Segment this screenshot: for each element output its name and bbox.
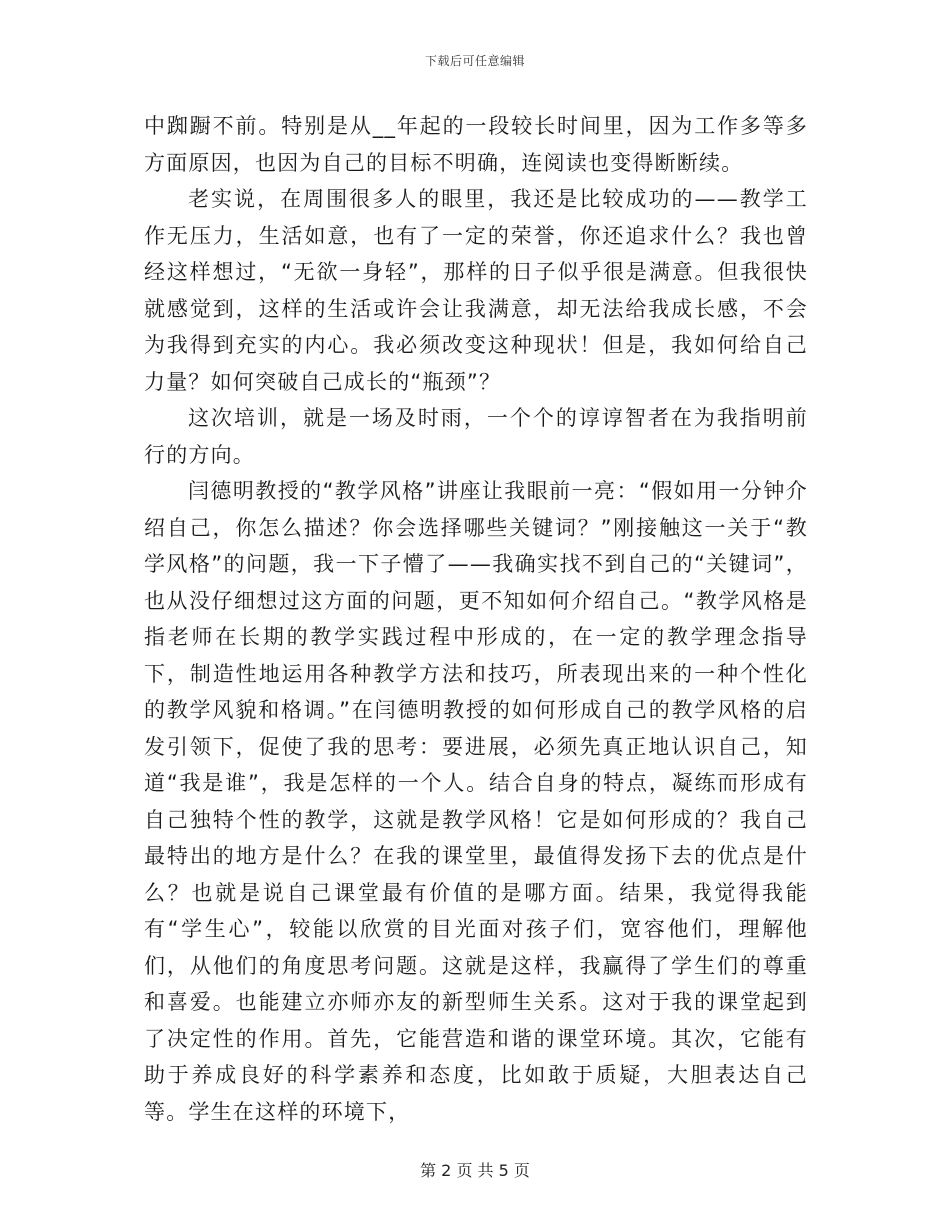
paragraph-continuation: 中踟蹰不前。特别是从__年起的一段较长时间里，因为工作多等多方面原因，也因为自己的目标不明确，连阅读也变得断断续。 xyxy=(144,114,808,175)
page-number: 第 2 页 共 5 页 xyxy=(420,1161,530,1180)
page-header: 下载后可任意编辑 xyxy=(424,54,525,68)
paragraph-honesty: 老实说，在周围很多人的眼里，我还是比较成功的——教学工作无压力，生活如意，也有了一定的荣誉，你还追求什么？我也曾经这样想过，“无欲一身轻”，那样的日子似乎很是满意。但我很快就感觉到，这样的生活或许会让我满意，却无法给我成长感，不会为我得到充实的内心。我必须改变这种现状！但是，我如何给自己力量？如何突破自己成长的“瓶颈”？ xyxy=(144,187,808,394)
paragraph-teaching-style: 闫德明教授的“教学风格”讲座让我眼前一亮：“假如用一分钟介绍自己，你怎么描述？你会选择哪些关键词？”刚接触这一关于“教学风格”的问题，我一下子懵了——我确实找不到自己的“关键词”，也从没仔细想过这方面的问题，更不知如何介绍自己。“教学风格是指老师在长期的教学实践过程中形成的，在一定的教学理念指导下，制造性地运用各种教学方法和技巧，所表现出来的一种个性化的教学风貌和格调。”在闫德明教授的如何形成自己的教学风格的启发引领下，促使了我的思考：要进展，必须先真正地认识自己，知道“我是谁”，我是怎样的一个人。结合自身的特点，凝练而形成有自己独特个性的教学，这就是教学风格！它是如何形成的？我自己最特出的地方是什么？在我的课堂里，最值得发扬下去的优点是什么？也就是说自己课堂最有价值的是哪方面。结果，我觉得我能有“学生心”，较能以欣赏的目光面对孩子们，宽容他们，理解他们，从他们的角度思考问题。这就是这样，我赢得了学生们的尊重和喜爱。也能建立亦师亦友的新型师生关系。这对于我的课堂起到了决定性的作用。首先，它能营造和谐的课堂环境。其次，它能有助于养成良好的科学素养和态度，比如敢于质疑，大胆表达自己等。学生在这样的环境下， xyxy=(144,479,808,1124)
paragraph-training: 这次培训，就是一场及时雨，一个个的谆谆智者在为我指明前行的方向。 xyxy=(144,406,808,467)
document-body xyxy=(144,108,808,1130)
